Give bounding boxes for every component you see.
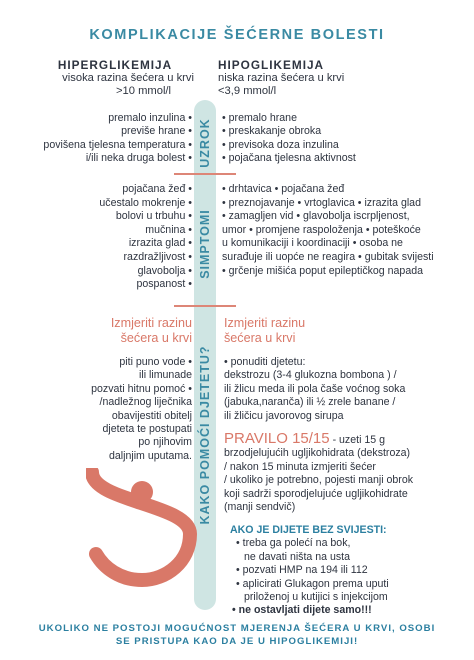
rule-15-15-block — [224, 432, 413, 514]
rule-line — [224, 432, 413, 447]
hyperglycemia-header — [26, 58, 194, 98]
list-item: izrazita glad • — [128, 237, 192, 250]
list-item: • premalo hrane — [222, 112, 297, 124]
page-title: KOMPLIKACIJE ŠEĆERNE BOLESTI — [89, 27, 385, 43]
list-item: ili žličicu javorovog sirupa — [224, 409, 344, 422]
rule-intro: - uzeti 15 g — [329, 434, 385, 446]
rule-title: PRAVILO 15/15 — [224, 430, 330, 447]
cause-list-hypo — [222, 112, 356, 166]
list-item: (jabuka,naranča) ili ½ zrele banane / — [224, 396, 396, 409]
list-item: premalo inzulina • — [108, 112, 192, 124]
help-list-hypo — [224, 356, 405, 423]
list-item: • aplicirati Glukagon prema uputi — [236, 577, 389, 590]
list-item: dekstrozu (3-4 glukozna bombona ) / — [224, 369, 397, 382]
measure-heading-hypo — [224, 316, 305, 346]
final-warning: • ne ostavljati dijete samo!!! — [232, 604, 372, 617]
list-item: / ukoliko je potrebno, pojesti manji obrok — [224, 474, 414, 487]
list-item: / nakon 15 minuta izmjeriti šećer — [224, 460, 376, 473]
list-item: bolovi u trbuhu • — [115, 210, 192, 223]
list-item: • pojačana tjelesna aktivnost — [222, 152, 356, 165]
hypoglycemia-desc: niska razina šećera u krvi — [218, 72, 345, 84]
help-list-hyper — [91, 356, 192, 463]
list-item: • pozvati HMP na 194 ili 112 — [236, 564, 368, 577]
heading-line: Izmjeriti razinu — [110, 316, 192, 330]
list-item: surađuje ili uopće ne reagira • gubitak svijesti — [222, 250, 434, 263]
list-item: • zamagljen vid • glavobolja iscrpljenost, — [222, 210, 410, 223]
list-item: učestalo mokrenje • — [99, 196, 192, 209]
hyperglycemia-title: HIPERGLIKEMIJA — [57, 58, 173, 72]
symptom-list-hypo — [222, 183, 434, 278]
unconscious-heading: AKO JE DIJETE BEZ SVIJESTI: — [230, 524, 387, 536]
list-item: daljnjim uputama. — [108, 449, 192, 462]
hyperglycemia-threshold: >10 mmol/l — [116, 85, 172, 97]
heading-line: šećera u krvi — [120, 331, 192, 345]
list-item: • treba ga polećí na bok, — [236, 537, 351, 550]
list-item: umor • promjene raspoloženja • poteškoće — [222, 223, 421, 236]
logo-dot — [131, 481, 153, 503]
hypoglycemia-threshold: <3,9 mmol/l — [218, 85, 277, 97]
footer-line: UKOLIKO NE POSTOJI MOGUĆNOST MJERENJA ŠEĆERA U KRVI, OSOBI — [38, 623, 436, 634]
diabetes-logo — [86, 468, 198, 598]
heading-line: Izmjeriti razinu — [224, 316, 306, 330]
section-label-uzrok: UZROK — [198, 118, 212, 168]
list-item: po njihovim — [138, 436, 192, 449]
list-item: povišena tjelesna temperatura • — [43, 138, 192, 151]
list-item: previše hrane • — [121, 125, 192, 138]
footer-note — [0, 622, 474, 648]
list-item: glavobolja • — [137, 264, 192, 277]
list-item: /nadležnog liječnika — [99, 396, 192, 409]
list-item: • grčenje mišića poput epileptičkog napada — [222, 264, 423, 277]
list-item: pospanost • — [136, 278, 192, 291]
hyperglycemia-desc: visoka razina šećera u krvi — [62, 72, 194, 84]
hypoglycemia-header — [218, 58, 418, 98]
list-item: u komunikaciji i koordinaciji • osoba ne — [222, 237, 403, 250]
measure-heading-hyper — [111, 316, 192, 346]
footer-line: SE PRISTUPA KAO DA JE U HIPOGLIKEMIJI! — [115, 636, 359, 647]
list-item: • previsoka doza inzulina — [222, 138, 339, 151]
cause-list-hyper — [43, 112, 192, 166]
list-item: obavijestiti obitelj — [111, 409, 192, 422]
list-item: ne davati ništa na usta — [244, 550, 351, 563]
list-item: piti puno vode • — [119, 356, 192, 368]
list-item: • preznojavanje • vrtoglavica • izrazita glad — [222, 196, 421, 209]
list-item: pojačana žeđ • — [122, 183, 192, 195]
section-label-pomoc: KAKO POMOĆI DJETETU? — [198, 345, 212, 525]
list-item: ili žlicu meda ili pola čaše voćnog soka — [224, 382, 406, 395]
heading-line: šećera u krvi — [224, 331, 296, 345]
list-item: • drhtavica • pojačana žeđ — [222, 183, 345, 195]
section-label-simptomi: SIMPTOMI — [198, 209, 212, 279]
list-item: brzodjelujućih ugljikohidrata (dekstroza) — [224, 447, 411, 460]
list-item: djeteta te postupati — [102, 423, 192, 436]
list-item: mučnina • — [145, 223, 192, 236]
list-item: pozvati hitnu pomoć • — [91, 382, 192, 395]
unconscious-block — [230, 524, 389, 618]
list-item: priloženoj u kutijici s injekcijom — [244, 591, 388, 604]
list-item: • preskakanje obroka — [222, 125, 322, 138]
hypoglycemia-title: HIPOGLIKEMIJA — [218, 58, 325, 72]
list-item: • ponuditi djetetu: — [224, 356, 306, 368]
list-item: i/ili neka druga bolest • — [85, 152, 192, 165]
list-item: razdražljivost • — [123, 250, 192, 263]
divider-tick — [174, 305, 236, 307]
list-item: koji sadrži sporodjelujuće ugljikohidrate — [224, 487, 408, 500]
list-item: ili limunade — [139, 369, 192, 382]
symptom-list-hyper — [99, 183, 192, 292]
list-item: (manji sendvič) — [224, 501, 296, 514]
